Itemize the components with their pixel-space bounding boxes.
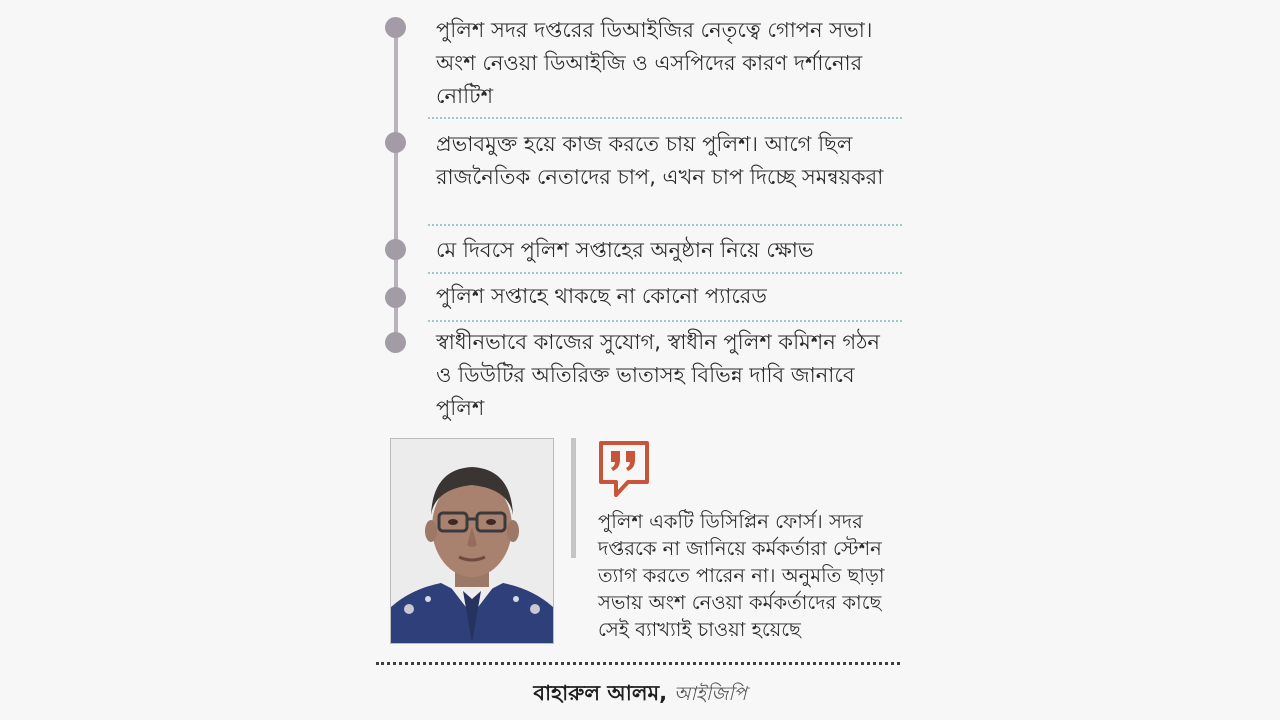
timeline-dot	[385, 332, 406, 353]
timeline-dot	[385, 239, 406, 260]
separator	[428, 272, 902, 274]
separator	[428, 224, 902, 226]
timeline-text: পুলিশ সপ্তাহে থাকছে না কোনো প্যারেড	[436, 284, 767, 308]
separator	[428, 320, 902, 322]
separator	[428, 117, 902, 119]
timeline-text: পুলিশ সদর দপ্তরের ডিআইজির নেতৃত্বে গোপন সভা। অংশ নেওয়া ডিআইজি ও এসপিদের কারণ দর্শানোর নোটিশ	[436, 18, 873, 108]
quote-text: পুলিশ একটি ডিসিপ্লিন ফোর্স। সদর দপ্তরকে না জানিয়ে কর্মকর্তারা স্টেশন ত্যাগ করতে পারেন না। অনুমতি ছাড়া সভায় অংশ নেওয়া কর্মকর্তাদের কাছে সেই ব্যাখ্যাই চাওয়া হয়েছে	[598, 510, 885, 641]
portrait-photo	[390, 438, 554, 644]
byline	[0, 678, 1280, 709]
quote-divider	[571, 438, 576, 558]
timeline-text: স্বাধীনভাবে কাজের সুযোগ, স্বাধীন পুলিশ কমিশন গঠন ও ডিউটির অতিরিক্ত ভাতাসহ বিভিন্ন দাবি জানাবে পুলিশ	[436, 330, 880, 420]
byline-title: আইজিপি	[673, 683, 747, 705]
timeline-text: মে দিবসে পুলিশ সপ্তাহের অনুষ্ঠান নিয়ে ক্ষোভ	[436, 238, 814, 262]
timeline-dot	[385, 287, 406, 308]
byline-name: বাহারুল আলম,	[533, 681, 668, 705]
quote-icon	[598, 440, 650, 498]
divider	[376, 662, 900, 665]
timeline-dot	[385, 132, 406, 153]
timeline-dot	[385, 17, 406, 38]
timeline-text: প্রভাবমুক্ত হয়ে কাজ করতে চায় পুলিশ। আগে ছিল রাজনৈতিক নেতাদের চাপ, এখন চাপ দিচ্ছে সমন্বয়করা	[436, 132, 884, 189]
portrait-image	[391, 439, 553, 643]
